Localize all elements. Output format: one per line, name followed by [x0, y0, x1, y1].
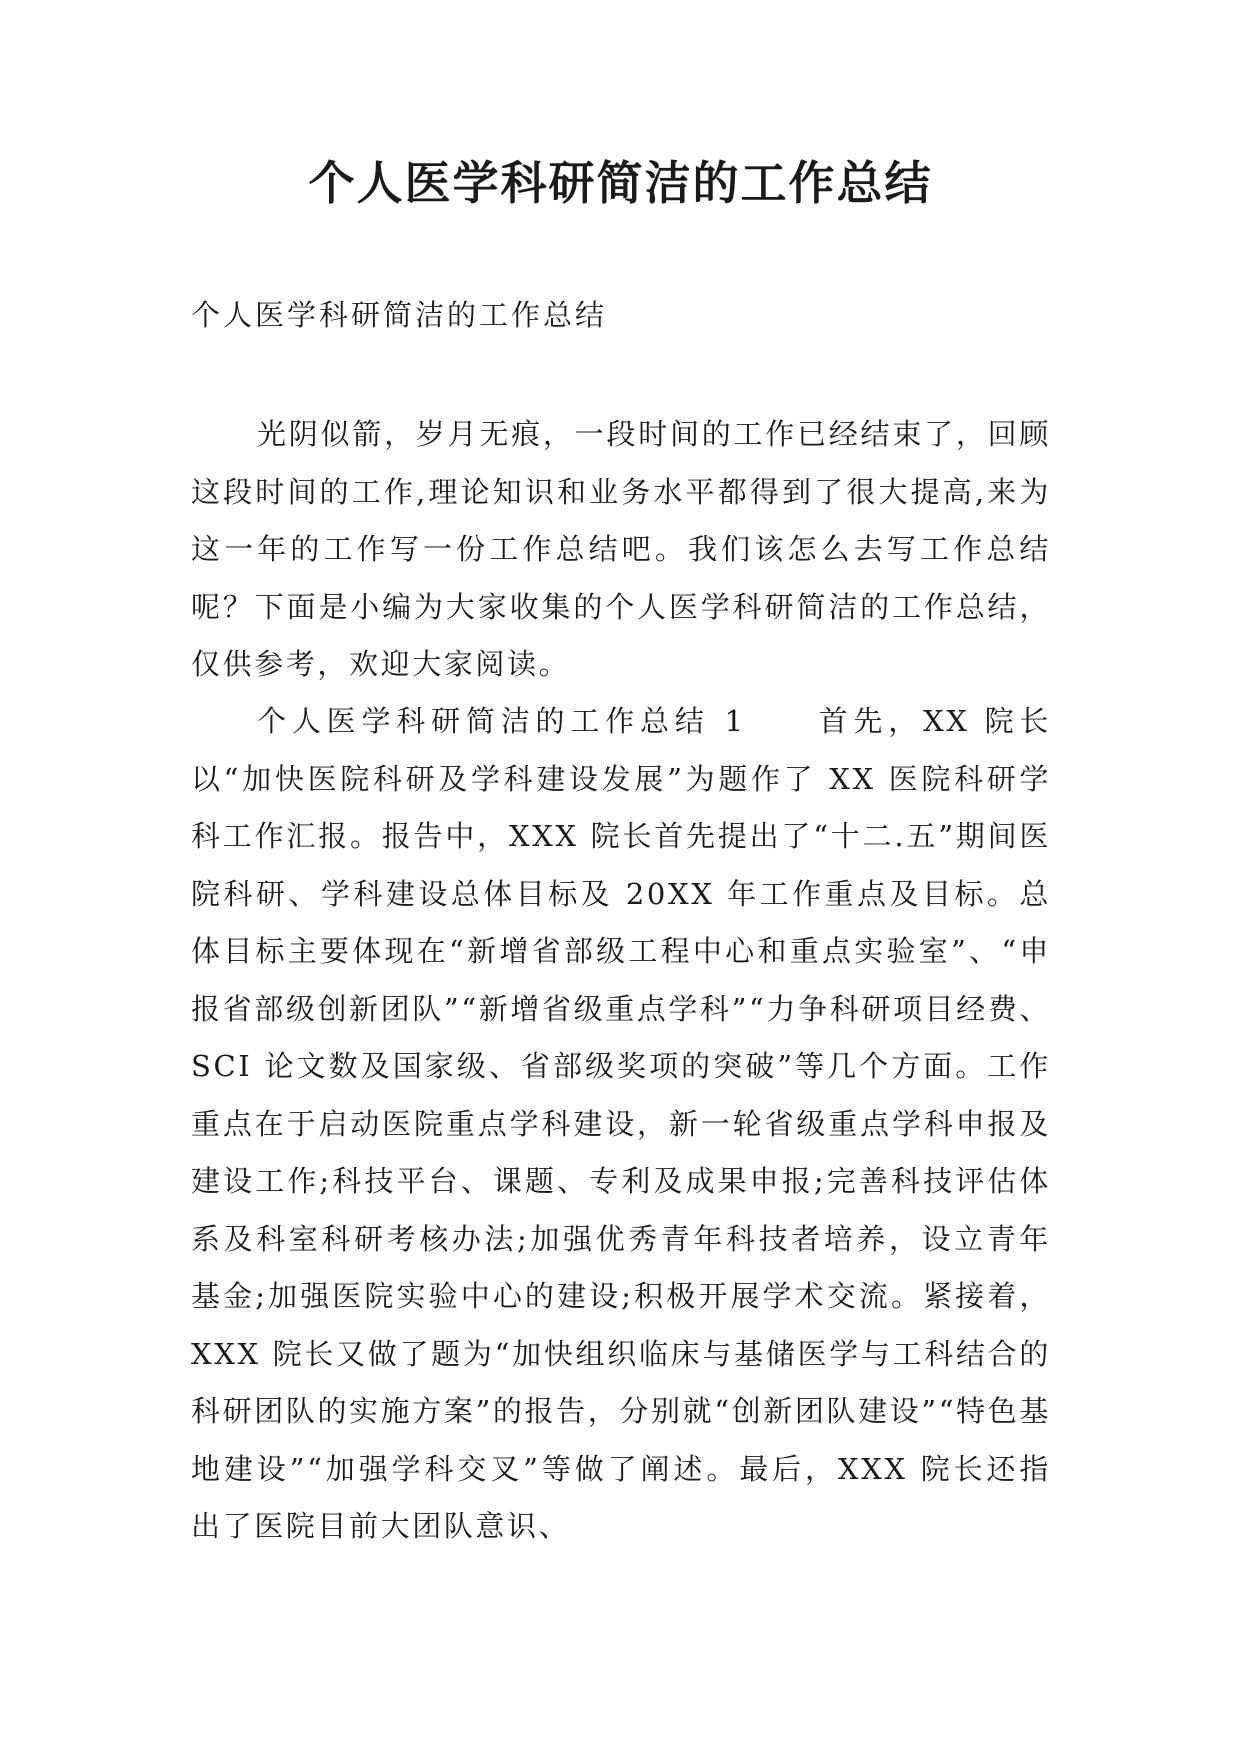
- document-title: 个人医学科研简洁的工作总结: [308, 156, 933, 210]
- document-subtitle: 个人医学科研简洁的工作总结: [191, 298, 608, 332]
- body-paragraph-summary-1: 个人医学科研简洁的工作总结 1 首先，XX 院长以“加快医院科研及学科建设发展”为题作了 XX 医院科研学科工作汇报。报告中，XXX 院长首先提出了“十二.五”期间医院科研、学科建设总体目标及 20XX 年工作重点及目标。总体目标主要体现在“新增省部级工程中心和重点实验室”、“申报省部级创新团队”“新增省级重点学科”“力争科研项目经费、SCI 论文数及国家级、省部级奖项的突破”等几个方面。工作重点在于启动医院重点学科建设，新一轮省级重点学科申报及建设工作;科技平台、课题、专利及成果申报;完善科技评估体系及科室科研考核办法;加强优秀青年科技者培养，设立青年基金;加强医院实验中心的建设;积极开展学术交流。紧接着，XXX 院长又做了题为“加快组织临床与基储医学与工科结合的科研团队的实施方案”的报告，分别就“创新团队建设”“特色基地建设”“加强学科交叉”等做了阐述。最后，XXX 院长还指出了医院目前大团队意识、: [191, 704, 1051, 1543]
- body-paragraph-intro: 光阴似箭，岁月无痕，一段时间的工作已经结束了，回顾这段时间的工作,理论知识和业务水平都得到了很大提高,来为这一年的工作写一份工作总结吧。我们该怎么去写工作总结呢？下面是小编为大家收集的个人医学科研简洁的工作总结，仅供参考，欢迎大家阅读。: [191, 417, 1051, 681]
